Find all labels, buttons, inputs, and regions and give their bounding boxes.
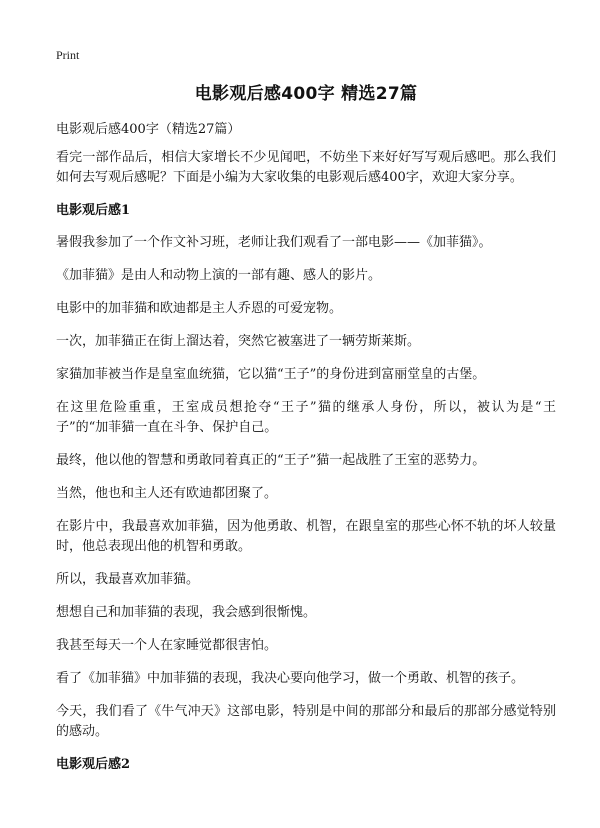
section-heading: 电影观后感1 bbox=[56, 203, 131, 218]
paragraph: 看了《加菲猫》中加菲猫的表现，我决心要向他学习，做一个勇敢、机智的孩子。 bbox=[56, 671, 525, 686]
subtitle: 电影观后感400字（精选27篇） bbox=[56, 122, 241, 137]
section-heading: 电影观后感2 bbox=[56, 757, 131, 772]
paragraph: 一次，加菲猫正在街上溜达着，突然它被塞进了一辆劳斯莱斯。 bbox=[56, 334, 421, 349]
paragraph: 暑假我参加了一个作文补习班，老师让我们观看了一部电影——《加菲猫》。 bbox=[56, 235, 492, 250]
print-label: Print bbox=[56, 48, 80, 62]
section-1 bbox=[56, 201, 556, 742]
page-title: 电影观后感400字 精选27篇 bbox=[194, 84, 418, 104]
paragraph: 所以，我最喜欢加菲猫。 bbox=[56, 572, 200, 587]
paragraph: 最终，他以他的智慧和勇敢同着真正的“王子”猫一起战胜了王室的恶势力。 bbox=[56, 453, 486, 468]
paragraph: 当然，他也和主人还有欧迪都团聚了。 bbox=[56, 486, 278, 501]
paragraph: 在影片中，我最喜欢加菲猫，因为他勇敢、机智，在跟皇室的那些心怀不轨的坏人较量时，他总表现出他的机智和勇敢。 bbox=[56, 519, 556, 554]
paragraph: 今天，我们看了《牛气冲天》这部电影，特别是中间的那部分和最后的那部分感觉特别的感动。 bbox=[56, 704, 556, 739]
paragraph: 家猫加菲被当作是皇室血统猫，它以猫“王子”的身份进到富丽堂皇的古堡。 bbox=[56, 367, 486, 382]
paragraph: 我甚至每天一个人在家睡觉都很害怕。 bbox=[56, 638, 278, 653]
paragraph: 想想自己和加菲猫的表现，我会感到很惭愧。 bbox=[56, 605, 317, 620]
section-2 bbox=[56, 755, 556, 775]
paragraph: 在这里危险重重，王室成员想抢夺“王子”猫的继承人身份，所以，被认为是“王子”的“加菲猫一直在斗争、保护自己。 bbox=[56, 400, 556, 435]
paragraph: 《加菲猫》是由人和动物上演的一部有趣、感人的影片。 bbox=[56, 268, 382, 283]
paragraph: 电影中的加菲猫和欧迪都是主人乔恩的可爱宠物。 bbox=[56, 301, 343, 316]
intro-paragraph: 看完一部作品后，相信大家增长不少见闻吧，不妨坐下来好好写写观后感吧。那么我们如何去写观后感呢？下面是小编为大家收集的电影观后感400字，欢迎大家分享。 bbox=[56, 150, 556, 185]
